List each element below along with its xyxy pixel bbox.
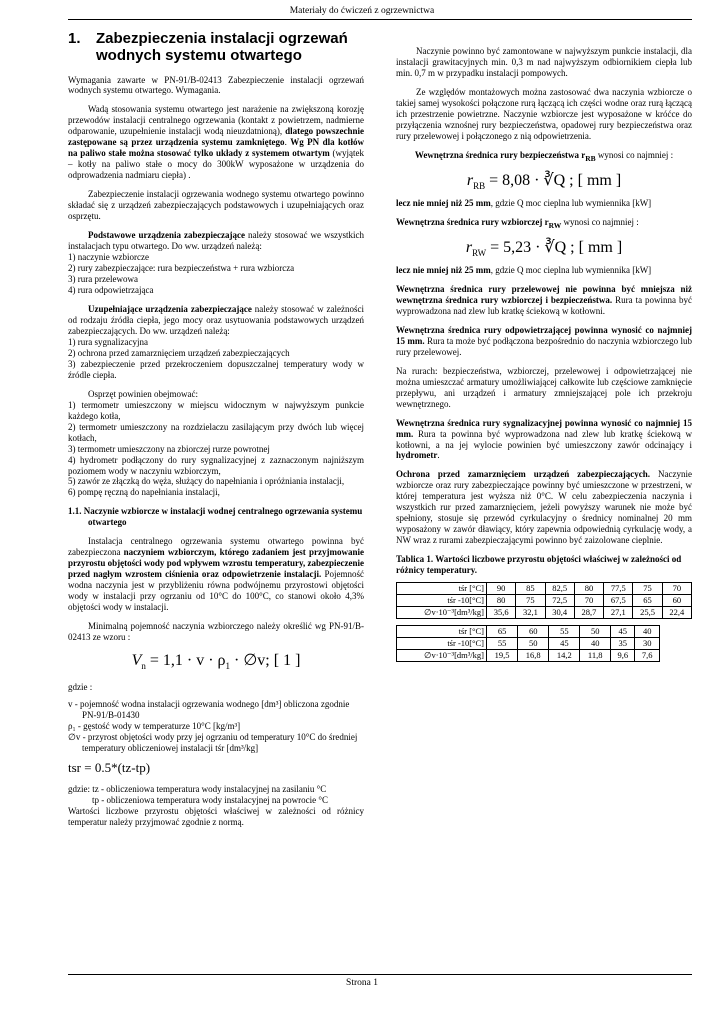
table-cell: 72,5 [545,595,574,607]
paragraph-formula-intro: Minimalną pojemność naczynia wzbiorczego należy określić wg PN-91/B-02413 ze wzoru : [68,621,364,643]
list-item: 1) naczynie wzbiorcze [68,252,149,263]
table-cell: 9,6 [611,650,635,662]
list-item: 4) hydrometr podłączony do rury sygnalizacyjnej z zaznaczonym najniższym poziomem wody w naczyniu wzbiorczym, [68,454,364,476]
list-item: 3) termometr umieszczony na zbiorczej rurze powrotnej [68,443,270,454]
list-item: 2) ochrona przed zamarznięciem urządzeń zabezpieczających [68,347,290,358]
paragraph-two-vessels: Ze względów montażowych można zastosować dwa naczynia wzbiorcze o takiej samej wysokości połączone rurą łączącą ich części wodne oraz rurą łączącą ich przestrzenie powietrzne. Naczynie wzbiorcze jest wyposażone w króćce do przyłączenia wznośnej rury bezpieczeństwa, opadowej rury bezpieczeństwa oraz rury przelewowej i połączonego z nią odpowietrzenia. [396,86,692,141]
table-cell: 30 [635,638,660,650]
paragraph-basic-devices: Podstawowe urządzenia zabezpieczające należy stosować we wszystkich instalacjach typu otwartego. Do ww. urządzeń należą: [68,230,364,252]
footer-rule [68,974,692,975]
list-item: 3) rura przelewowa [68,274,138,284]
table-cell: 28,7 [574,607,603,619]
list-item: 3) zabezpieczenie przed przekroczeniem dopuszczalnej temperatury wody w źródle ciepła. [68,358,364,380]
formula-vn: $V_n = 1,1 \cdot v \cdot \rho_1$ · ∅v; [ 1 ] [131,652,301,672]
row-label: tśr [°C] [397,583,487,595]
fittings-list [68,400,364,499]
table-cell: 75 [516,595,545,607]
section-title [68,30,364,65]
section-number: 1. [68,30,81,47]
table-cell: 90 [487,583,516,595]
rb-intro: Wewnętrzna średnica rury bezpieczeństwa $r_{RB}$ wynosi co najmniej : [414,149,674,163]
table-cell: 45 [611,626,635,638]
right-column [396,46,692,668]
page-footer: Strona 1 [346,978,378,988]
definition-tz: gdzie: tz - obliczeniowa temperatura wody instalacyjnej na zasilaniu °C [68,783,327,794]
table-row [397,626,660,638]
table-cell: 30,4 [545,607,574,619]
table-cell: 14,2 [549,650,580,662]
where-label: gdzie : [68,682,93,693]
row-label: tśr -10[°C] [397,595,487,607]
paragraph-fittings: Osprzęt powinien obejmować: [88,388,198,399]
paragraph-disadvantages: Wadą stosowania systemu otwartego jest narażenie na zwiększoną korozję przewodów instalacji centralnego ogrzewania (kontakt z powietrzem, nadmierne odparowanie, uzupełnienie instalacji wodą nieuzdatnioną), dlatego powszechnie zastępowane są przez urządzenia systemu zamkniętego. Wg PN dla kotłów na paliwo stałe można stosować tylko układy z systemem otwartym (wyjątek – kotły na paliwo stałe o mocy do 300kW wyposażone w urządzenia do odprowadzenia nadmiaru ciepła) . [68,104,365,181]
table-cell: 45 [549,638,580,650]
table-cell: 25,5 [633,607,662,619]
table-cell: 70 [662,583,691,595]
basic-devices-list [68,252,364,296]
table-cell: 85 [516,583,545,595]
table-cell: 80 [487,595,516,607]
table-cell: 35,6 [487,607,516,619]
definition-tp: tp - obliczeniowa temperatura wody instalacyjnej na powrocie °C [92,794,329,805]
table-cell: 40 [635,626,660,638]
list-item: 2) termometr umieszczony na rozdzielaczu zasilającym przy dwóch lub więcej kotłach, [68,421,364,443]
table-cell: 22,4 [662,607,691,619]
table-row [397,638,660,650]
definition-dv: ∅v - przyrost objętości wody przy jej ogrzaniu od temperatury 10°C do średniej temperatury obliczeniowej instalacji tśr [dm³/kg] [68,732,358,754]
formula-tsr: tsr = 0.5*(tz-tp) [68,760,151,776]
paragraph-expansion-vessel: Instalacja centralnego ogrzewania systemu otwartego powinna być zabezpieczona naczyniem wzbiorczym, którego zadaniem jest przyjmowanie przyrostu objętości wody pod wpływem wzrostu temperatury, zabezpieczenie przed nagłym wzrostem ciśnienia oraz odpowietrzenie instalacji. Pojemność wodna naczynia jest w przybliżeniu równa podwójnemu przyrostowi objętości wody w instalacji przy ogrzaniu od 10°C do 100°C, co stanowi około 4,3% objętości wody w instalacji. [68,536,364,613]
table-cell: 65 [633,595,662,607]
definition-v: v - pojemność wodna instalacji ogrzewania wodnego [dm³] obliczona zgodnie PN-91/B-01430 [68,699,350,721]
row-label: ∅v·10⁻³[dm³/kg] [397,650,487,662]
table-cell: 65 [487,626,518,638]
header-rule [68,19,692,20]
table-cell: 82,5 [545,583,574,595]
table-cell: 27,1 [604,607,633,619]
list-item: 2) rury zabezpieczające: rura bezpieczeństwa + rura wzbiorcza [68,263,295,274]
paragraph-values: Wartości liczbowe przyrostu objętości właściwej w zależności od różnicy temperatur należy przyjmować zgodnie z normą. [68,805,364,827]
table-row [397,607,692,619]
definition-rho: ρ₁ - gęstość wody w temperaturze 10°C [kg/m³] [68,721,241,732]
table-cell: 80 [574,583,603,595]
table-cell: 60 [662,595,691,607]
section-title-text: Zabezpieczenia instalacji ogrzewań wodnych systemu otwartego [96,30,348,65]
row-label: tśr [°C] [397,626,487,638]
paragraph-composition: Zabezpieczenie instalacji ogrzewania wodnego systemu otwartego powinno składać się z urządzeń zabezpieczających podstawowych i uzupełniających oraz osprzętu. [68,189,364,222]
table-cell: 55 [487,638,518,650]
paragraph-frost-protection: Ochrona przed zamarznięciem urządzeń zabezpieczających. Naczynie wzbiorcze oraz rury zabezpieczające powinny być umieszczone w przestrzeni, w której temperatura jest wyższa niż 0°C. W celu zabezpieczenia naczynia i wszystkich rur przed zamarznięciem, jeżeli powyższy warunek nie może być spełniony, stosuje się przewód cyrkulacyjny o średnicy nominalnej 20 mm wyposażony w zawór dławiący, który zapewnia odpowiednią cyrkulację wody, a NW wraz z rurami zabezpieczającymi powinno być zaizolowane cieplnie. [396,469,692,546]
table-cell: 77,5 [604,583,633,595]
table-cell: 19,5 [487,650,518,662]
table-cell: 75 [633,583,662,595]
rb-condition: lecz nie mniej niż 25 mm, gdzie Q moc cieplna lub wymiennika [kW] [396,197,652,208]
table-cell: 50 [580,626,611,638]
table-cell: 32,1 [516,607,545,619]
table-cell: 67,5 [604,595,633,607]
table-cell: 55 [549,626,580,638]
list-item: 1) rura sygnalizacyjna [68,336,148,347]
subsection-title: 1.1. Naczynie wzbiorcze w instalacji wodnej centralnego ogrzewania systemu otwartego [68,506,363,528]
paragraph-signal-pipe: Wewnętrzna średnica rury sygnalizacyjnej powinna wynosić co najmniej 15 mm. Rura ta powinna być wyprowadzona nad zlew lub kratkę ściekową w kotłowni, a na jej wylocie powinien być umieszczony zawór odcinający i hydrometr. [396,417,692,461]
table-cell: 50 [518,638,549,650]
table-caption: Tablica 1. Wartości liczbowe przyrostu objętości właściwej w zależności od różnicy temperatury. [396,554,682,576]
paragraph-overflow-pipe: Wewnętrzna średnica rury przelewowej nie powinna być mniejsza niż wewnętrzna średnica rury wzbiorczej i bezpieczeństwa. Rura ta powinna być wyprowadzona nad zlew lub kratkę ściekową w kotłowni. [396,283,692,316]
paragraph-mounting: Naczynie powinno być zamontowane w najwyższym punkcie instalacji, dla instalacji grawitacyjnych min. 0,3 m nad najwyższym odbiornikiem ciepła lub min. 0,7 m w przypadku instalacji pompowych. [396,46,692,78]
left-column [68,24,364,836]
list-item: 4) rura odpowietrzająca [68,284,154,295]
page-header: Materiały do ćwiczeń z ogrzewnictwa [289,6,435,16]
rw-condition: lecz nie mniej niż 25 mm, gdzie Q moc cieplna lub wymiennika [kW] [396,264,652,275]
paragraph-no-valves: Na rurach: bezpieczeństwa, wzbiorczej, przelewowej i odpowietrzającej nie można umieszczać armatury umożliwiającej całkowite lub częściowe zamknięcie przepływu, ani urządzeń i armatury zmniejszającej pole ich przekroju wewnętrznego. [396,365,692,409]
table-cell: 70 [574,595,603,607]
table-row [397,583,692,595]
paragraph-standard: Wymagania zawarte w PN-91/B-02413 Zabezpieczenie instalacji ogrzewań wodnych systemu otwartego. Wymagania. [68,74,364,96]
table-cell: 11,8 [580,650,611,662]
values-table-1 [396,582,692,619]
list-item: 5) zawór ze złączką do węża, służący do napełniania i opróżniania instalacji, [68,476,345,487]
paragraph-supplementary-devices: Uzupełniające urządzenia zabezpieczające należy stosować w zależności od rodzaju źródła ciepła, jego mocy oraz usytuowania podstawowych urządzeń zabezpieczających. Do ww. urządzeń należą: [68,303,364,336]
table-cell: 60 [518,626,549,638]
formula-rw: $r_{RW} = 5,23$ · ∛Q ; [ mm ] [465,238,623,258]
formula-rb: $r_{RB} = 8,08$ · ∛Q ; [ mm ] [466,171,622,191]
values-table-2 [396,625,660,662]
table-row [397,595,692,607]
table-cell: 16,8 [518,650,549,662]
list-item: 6) pompę ręczną do napełniania instalacji, [68,487,220,498]
table-cell: 35 [611,638,635,650]
table-cell: 40 [580,638,611,650]
table-cell: 7,6 [635,650,660,662]
list-item: 1) termometr umieszczony w miejscu widocznym w najwyższym punkcie każdego kotła, [68,399,364,421]
row-label: ∅v·10⁻³[dm³/kg] [397,607,487,619]
supplementary-devices-list [68,337,364,381]
table-row [397,650,660,662]
paragraph-vent-pipe: Wewnętrzna średnica rury odpowietrzającej powinna wynosić co najmniej 15 mm. Rura ta może być podłączona bezpośrednio do naczynia wzbiorczego lub rury przelewowej. [396,324,692,357]
rw-intro: Wewnętrzna średnica rury wzbiorczej $r_{RW}$ wynosi co najmniej : [396,216,639,230]
row-label: tśr -10[°C] [397,638,487,650]
